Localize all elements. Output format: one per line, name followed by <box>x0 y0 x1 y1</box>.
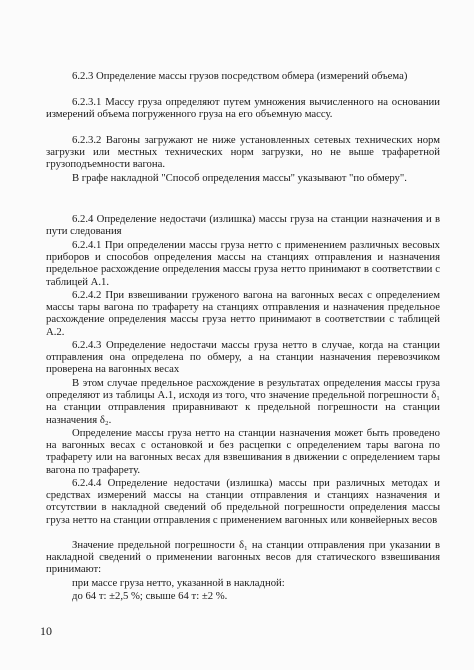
paragraph-tolerance: В этом случае предельное расхождение в результатах определения массы груза определяют из таблицы А.1, исходя из того, что значение предельной погрешности δ₁ на станции отправления приравнивают к предельной погрешности на станции назначения δ₂. <box>46 377 440 426</box>
paragraph-limits: до 64 т: ±2,5 %; свыше 64 т: ±2 %. <box>72 590 228 602</box>
section-heading-6-2-3: 6.2.3 Определение массы грузов посредством обмера (измерений объема) <box>72 70 408 82</box>
clause-6-2-4-1: 6.2.4.1 При определении массы груза нетто с применением различных весовых приборов и способов определения массы на станциях отправления и назначения предельное расхождение определения массы груза нетто принимают в соответствии с таблицей А.1. <box>46 239 440 288</box>
waybill-note: В графе накладной "Способ определения массы" указывают "по обмеру". <box>72 172 407 184</box>
clause-6-2-4-3: 6.2.4.3 Определение недостачи массы груза нетто в случае, когда на станции отправления она определена по обмеру, а на станции назначения перевозчиком проверена на вагонных весах <box>46 339 440 376</box>
page-number: 10 <box>40 624 52 638</box>
section-heading-6-2-4: 6.2.4 Определение недостачи (излишка) массы груза на станции назначения и в пути следования <box>46 213 440 238</box>
paragraph-static-weigh: Значение предельной погрешности δ₁ на станции отправления при указании в накладной сведений о применении вагонных весов для статического взвешивания принимают: <box>46 539 440 576</box>
paragraph-destination: Определение массы груза нетто на станции назначения может быть проведено на вагонных весах с остановкой и без расцепки с определением тары вагона по трафарету или на вагонных весах для взвешивания в движении с определением тары вагона по трафарету. <box>46 427 440 476</box>
clause-6-2-4-2: 6.2.4.2 При взвешивании груженого вагона на вагонных весах с определением массы тары вагона по трафарету на станциях отправления и назначения предельное расхождение определения массы груза нетто принимают в соответствии с таблицей А.2. <box>46 289 440 338</box>
clause-6-2-3-2: 6.2.3.2 Вагоны загружают не ниже установленных сетевых технических норм загрузки или местных технических норм загрузки, но не выше трафаретной грузоподъемности вагона. <box>46 134 440 171</box>
clause-6-2-4-4: 6.2.4.4 Определение недостачи (излишка) массы при различных методах и средствах измерений массы на станции отправления и станциях назначения и отсутствии в накладной сведений об предельной погрешности определения массы груза нетто на станции отправления с применением вагонных или конвейерных весов <box>46 477 440 526</box>
paragraph-net-mass: при массе груза нетто, указанной в накладной: <box>72 577 285 589</box>
clause-6-2-3-1: 6.2.3.1 Массу груза определяют путем умножения вычисленного на основании измерений объема погруженного груза на его объемную массу. <box>46 96 440 121</box>
